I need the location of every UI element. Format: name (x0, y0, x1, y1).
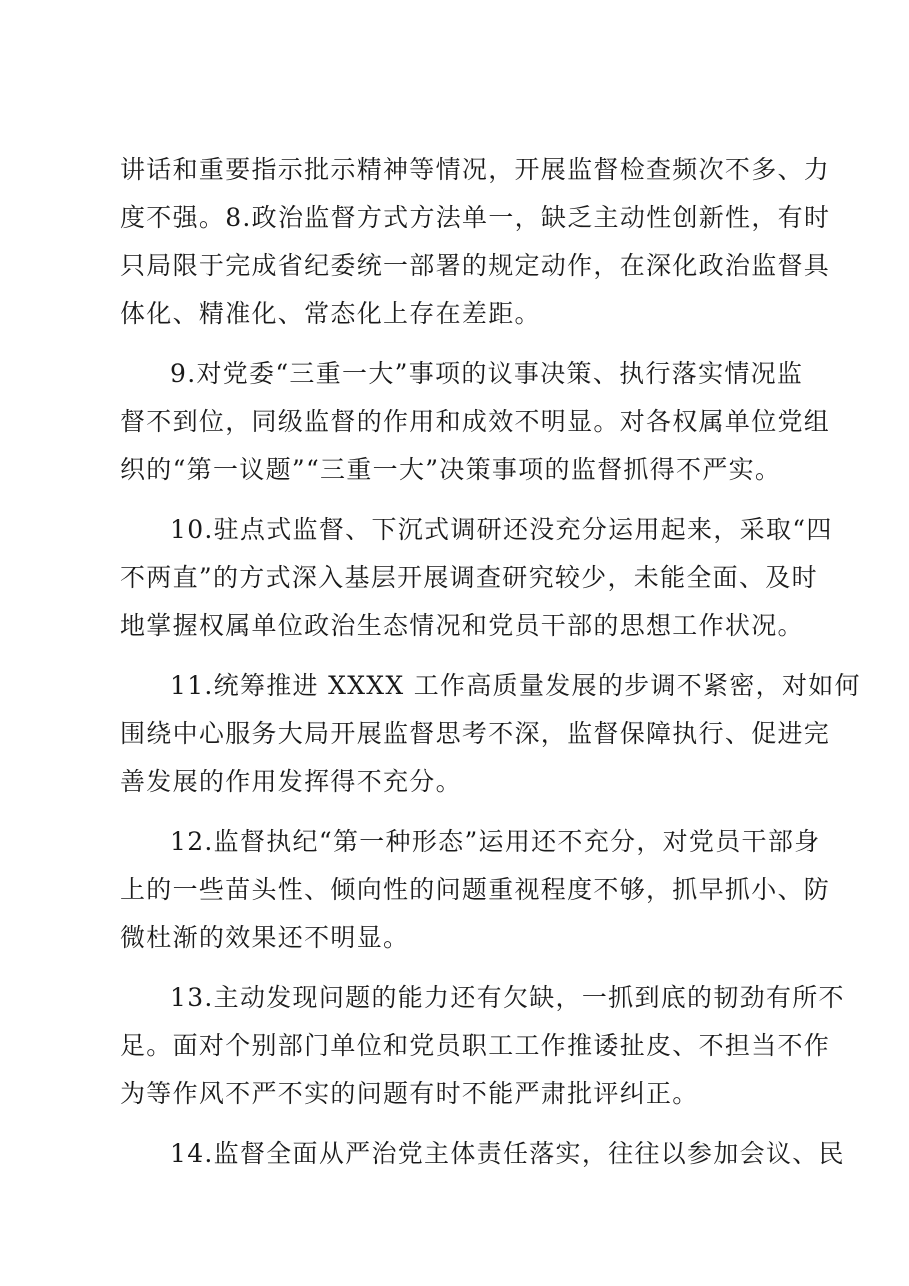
text-line: 善发展的作用发挥得不充分。 (120, 767, 462, 796)
paragraph-item-12 (120, 818, 831, 962)
text-line-first: 13.主动发现问题的能力还有欠缺，一抓到底的韧劲有所不 (170, 983, 845, 1012)
text-line: 讲话和重要指示批示精神等情况，开展监督检查频次不多、力 (120, 155, 831, 184)
text-line-first: 12.监督执纪“第一种形态”运用还不充分，对党员干部身 (170, 827, 821, 856)
text-line-first: 14.监督全面从严治党主体责任落实，往往以参加会议、民 (170, 1139, 845, 1168)
document-body (120, 146, 861, 1178)
text-line: 度不强。8.政治监督方式方法单一，缺乏主动性创新性，有时 (120, 203, 831, 232)
text-line: 上的一些苗头性、倾向性的问题重视程度不够，抓早抓小、防 (120, 875, 831, 904)
paragraph-item-9 (120, 350, 831, 494)
text-line-first: 11.统筹推进 XXXX 工作高质量发展的步调不紧密，对如何 (170, 671, 861, 700)
paragraph-item-13 (120, 974, 845, 1118)
text-line: 体化、精准化、常态化上存在差距。 (120, 299, 541, 328)
text-line-first: 10.驻点式监督、下沉式调研还没充分运用起来，采取“四 (170, 515, 833, 544)
text-line: 足。面对个别部门单位和党员职工工作推诿扯皮、不担当不作 (120, 1031, 831, 1060)
paragraph-continued (120, 146, 831, 338)
paragraph-item-11 (120, 662, 861, 806)
text-line: 微杜渐的效果还不明显。 (120, 923, 410, 952)
paragraph-item-14 (120, 1130, 845, 1178)
text-line: 只局限于完成省纪委统一部署的规定动作，在深化政治监督具 (120, 251, 831, 280)
text-line: 督不到位，同级监督的作用和成效不明显。对各权属单位党组 (120, 407, 831, 436)
text-line: 织的“第一议题”“三重一大”决策事项的监督抓得不严实。 (120, 455, 782, 484)
text-line-first: 9.对党委“三重一大”事项的议事决策、执行落实情况监 (170, 359, 804, 388)
text-line: 围绕中心服务大局开展监督思考不深，监督保障执行、促进完 (120, 719, 831, 748)
paragraph-item-10 (120, 506, 833, 650)
text-line: 不两直”的方式深入基层开展调查研究较少，未能全面、及时 (120, 563, 818, 592)
text-line: 地掌握权属单位政治生态情况和党员干部的思想工作状况。 (120, 611, 804, 640)
text-line: 为等作风不严不实的问题有时不能严肃批评纠正。 (120, 1079, 699, 1108)
